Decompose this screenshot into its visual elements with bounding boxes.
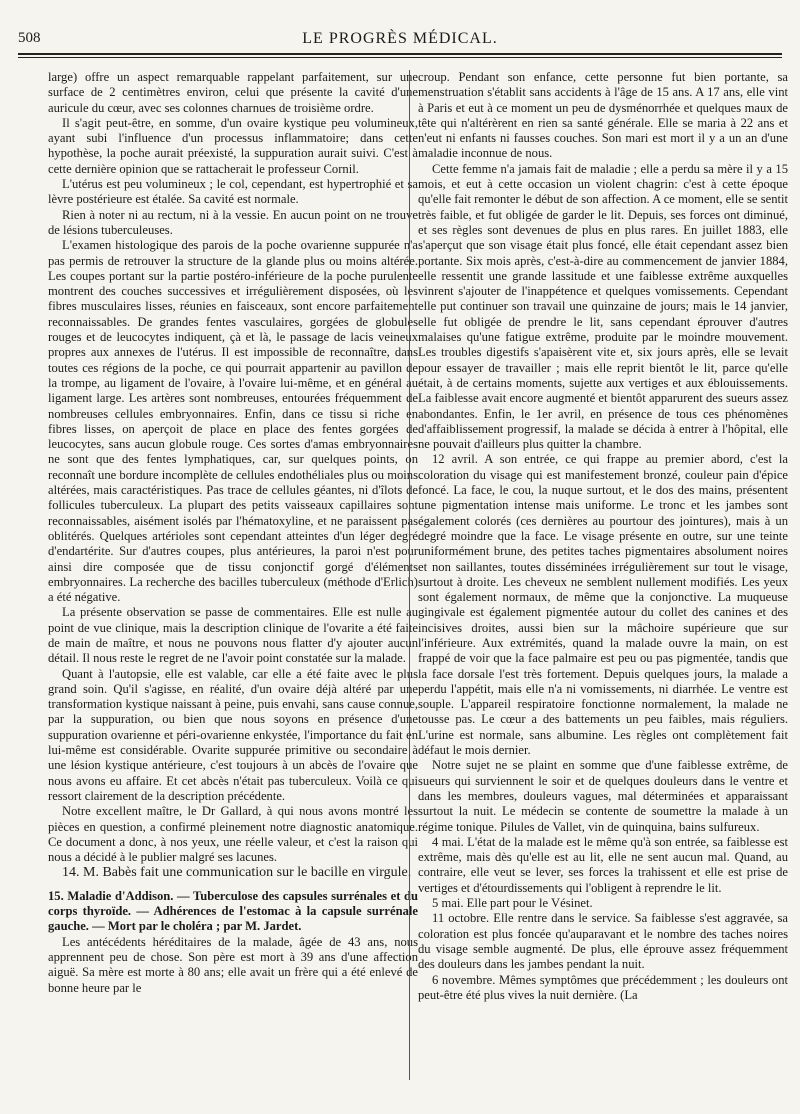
paragraph: Notre excellent maître, le Dr Gallard, à qui nous avons montré les pièces en question, a confirmé pleinement notre diagnostic anatomique. Ce document a donc, à nos yeux, une réelle valeur, et c'est la raison qui nous a décidé à le publier malgré ses lacunes. xyxy=(48,804,418,865)
paragraph: Les antécédents héréditaires de la malade, âgée de 43 ans, nous apprennent peu de chose. Son père est mort à 39 ans d'une affection aiguë. Sa mère est morte à 80 ans; elle avait un frère qui a été enlevé de bonne heure par le xyxy=(48,934,418,995)
header-rule-thin xyxy=(18,57,782,58)
left-column xyxy=(48,70,418,996)
page-header xyxy=(18,30,782,48)
paragraph: Rien à noter ni au rectum, ni à la vessie. En aucun point on ne trouve de lésions tuberculeuses. xyxy=(48,207,418,237)
paragraph: large) offre un aspect remarquable rappelant parfaitement, sur une surface de 2 centimètres environ, celui que présente la cavité d'une auricule du cœur, avec ses colonnes charnues de troisième ordre. xyxy=(48,70,418,115)
section-heading: 15. Maladie d'Addison. — Tuberculose des capsules surrénales et du corps thyroïde. — Adhérences de l'estomac à la capsule surrénale gauche. — Mort par le choléra ; par M. Jardet. xyxy=(48,888,418,934)
paragraph: L'examen histologique des parois de la poche ovarienne suppurée n'a pas permis de retrouver la structure de la glande plus ou moins altérée. Les coupes portant sur la partie postéro-inférieure de la poche purulente montrent des couches successives et irrégulièrement disposées, où les fibres musculaires lisses, réunies en faisceaux, sont encore parfaitement reconnaissables. De grandes fentes vasculaires, gorgées de globules rouges et de leucocytes indiquent, çà et là, le passage de lacis veineux propres aux annexes de l'utérus. Il est impossible de reconnaître, dans toutes ces régions de la poche, ce qui pourrait appartenir au pavillon de la trompe, au ligament de l'ovaire, à l'ovaire lui-même, et en général au ligament large. Les artères sont nombreuses, entourées fréquemment de nombreuses cellules embryonnaires. Enfin, dans ce tissu si riche en fibres lisses, on aperçoit de place en place des fentes gorgées de leucocytes, sans aucun globule rouge. Ces sortes d'amas embryonnaires ne sont que des fentes lymphatiques, car, sur quelques points, on reconnaît une bordure incomplète de cellules endothéliales plus ou moins altérées, mais caractéristiques. Pas trace de cellules géantes, ni d'îlots de follicules tuberculeux. La plupart des petits vaisseaux capillaires sont reconnaissables, aisément isolés par l'hématoxyline, et ne paraissent pas oblitérés. Quelques artérioles sont cependant atteintes d'un léger degré d'endartérite. Sur d'autres coupes, plus antérieures, la paroi n'est pour ainsi dire composée que de tissu conjonctif gorgé d'éléments embryonnaires. La recherche des bacilles tuberculeux (méthode d'Erlich) a été négative. xyxy=(48,238,418,605)
paragraph: 5 mai. Elle part pour le Vésinet. xyxy=(432,896,593,911)
column-divider xyxy=(409,70,410,1080)
paragraph: L'utérus est peu volumineux ; le col, cependant, est hypertrophié et sa lèvre postérieure est étalée. Sa cavité est normale. xyxy=(48,177,418,207)
paragraph: Notre sujet ne se plaint en somme que d'une faiblesse extrême, de sueurs qui surviennent le soir et de quelques douleurs dans le ventre et dans les membres, douleurs vagues, mal déterminées et apparaissant surtout la nuit. Le médecin se contente de soumettre la malade à un régime tonique. Pilules de Vallet, vin de quinquina, bains sulfureux. xyxy=(418,758,788,834)
paragraph: croup. Pendant son enfance, cette personne fut bien portante, sa menstruation s'établit sans accidents à l'âge de 15 ans. A 17 ans, elle vint à Paris et eut à ce moment un peu de dysménorrhée et quelques maux de tête qui n'altérèrent en rien sa santé générale. Elle se maria à 22 ans et n'eut ni enfants ni fausses couches. Son mari est mort il y a un an d'une maladie inconnue de nous. xyxy=(418,70,788,161)
paragraph: Il s'agit peut-être, en somme, d'un ovaire kystique peu volumineux, ayant subi l'influence d'un processus inflammatoire; dans cette hypothèse, la poche aurait préexisté, la suppuration aurait suivi. C'est à cette dernière opinion que se rattacherait le professeur Cornil. xyxy=(48,115,418,176)
communication-14: 14. M. Babès fait une communication sur le bacille en virgule. xyxy=(62,865,412,881)
paragraph: La présente observation se passe de commentaires. Elle est nulle au point de vue clinique, mais la description clinique de l'ovarite a été faite de main de maître, et nous ne pouvons nous flatter d'y ajouter aucun détail. Il nous reste le regret de ne l'avoir point constatée sur la malade. xyxy=(48,605,418,666)
paragraph: Quant à l'autopsie, elle est valable, car elle a été faite avec le plus grand soin. Qu'il s'agisse, en réalité, d'un ovaire déjà altéré par une transformation kystique naissant à peine, puis envahi, sans cause connue, par la suppuration, ou bien que nous soyons en présence d'une suppuration ovarienne et péri-ovarienne enkystée, l'importance du fait en lui-même est considérable. Ovarite suppurée primitive ou secondaire à une lésion kystique antérieure, c'est toujours à un abcès de l'ovaire que nous avons eu affaire. Et cet abcès n'était pas tuberculeux. Voilà ce qui ressort clairement de la description précédente. xyxy=(48,666,418,803)
page-number: 508 xyxy=(18,30,41,46)
paragraph: Cette femme n'a jamais fait de maladie ; elle a perdu sa mère il y a 15 mois, et eut à cette occasion un violent chagrin: c'est à cette époque qu'elle fait remonter le début de son affection. A ce moment, elle se sentit très faible, et fut obligée de garder le lit. Depuis, ses forces ont diminué, et ses règles sont devenues de plus en plus rares. En juillet 1883, elle s'aperçut que son visage était plus foncé, elle était cependant assez bien portante. Six mois après, c'est-à-dire au commencement de janvier 1884, elle ressentit une grande lassitude et une faiblesse extrême auxquelles vinrent s'ajouter de l'inappétence et quelques vomissements. Cependant elle put continuer son travail une quinzaine de jours; mais le 14 janvier, elle fut obligée de prendre le lit, sans cependant éprouver d'autres malaises qu'une fatigue extrême, produite par le moindre mouvement. Les troubles digestifs s'apaisèrent vite et, six jours après, elle se levait pour essayer de travailler ; mais elle reprit bientôt le lit, parce qu'elle était, à de certains moments, sujette aux vertiges et aux éblouissements. La faiblesse avait encore augmenté et bientôt apparurent des sueurs assez abondantes. Enfin, le 1er avril, en présence de tous ces phénomènes d'affaiblissement progressif, la malade se décida à entrer à l'hôpital, elle ne pouvait d'ailleurs plus quitter la chambre. xyxy=(418,161,788,452)
paragraph: 4 mai. L'état de la malade est le même qu'à son entrée, sa faiblesse est extrême, mais dès qu'elle est au lit, elle ne sent aucun mal. Quand, au contraire, elle veut se lever, ses forces la trahissent et elle est prise de vertiges et d'étourdissements qui l'obligent à reprendre le lit. xyxy=(418,834,788,895)
header-rule xyxy=(18,53,782,55)
journal-title: LE PROGRÈS MÉDICAL. xyxy=(302,30,498,47)
right-column xyxy=(418,70,788,1003)
paragraph: 11 octobre. Elle rentre dans le service. Sa faiblesse s'est aggravée, sa coloration est plus foncée qu'auparavant et le nombre des taches noires du visage semble augmenté. De plus, elle éprouve assez fréquemment des douleurs dans les jambes pendant la nuit. xyxy=(418,911,788,972)
paragraph: 12 avril. A son entrée, ce qui frappe au premier abord, c'est la coloration du visage qui est manifestement bronzé, couleur pain d'épice foncé. La face, le cou, la nuque surtout, et le dos des mains, présentent une pigmentation intense mais uniforme. Le tronc et les jambes sont également colorés (ces dernières au pourtour des jointures), mais à un degré moindre que la face. Le visage présente en outre, sur une teinte uniformément brune, des petites taches pigmentaires absolument noires et non saillantes, toutes disséminées irrégulièrement sur tout le visage, surtout à droite. Les cheveux ne semblent nullement modifiés. Les yeux sont également normaux, de même que la conjonctive. La muqueuse gingivale est également pigmentée autour du collet des canines et des incisives droites, aussi bien sur la mâchoire supérieure que sur l'inférieure. Aux extrémités, quand la malade ouvre la main, on est frappé de voir que la face palmaire est peu ou pas pigmentée, tandis que la face dorsale l'est très fortement. Depuis quelques jours, la malade a perdu l'appétit, mais elle n'a ni vomissements, ni diarrhée. Le ventre est souple. L'appareil respiratoire fonctionne normalement, la malade ne tousse pas. Le cœur a des battements un peu faibles, mais réguliers. L'urine est normale, sans albumine. Les règles ont complètement fait défaut le mois dernier. xyxy=(418,452,788,758)
paragraph: 6 novembre. Mêmes symptômes que précédemment ; les douleurs ont peut-être été plus vives la nuit dernière. (La xyxy=(418,972,788,1002)
